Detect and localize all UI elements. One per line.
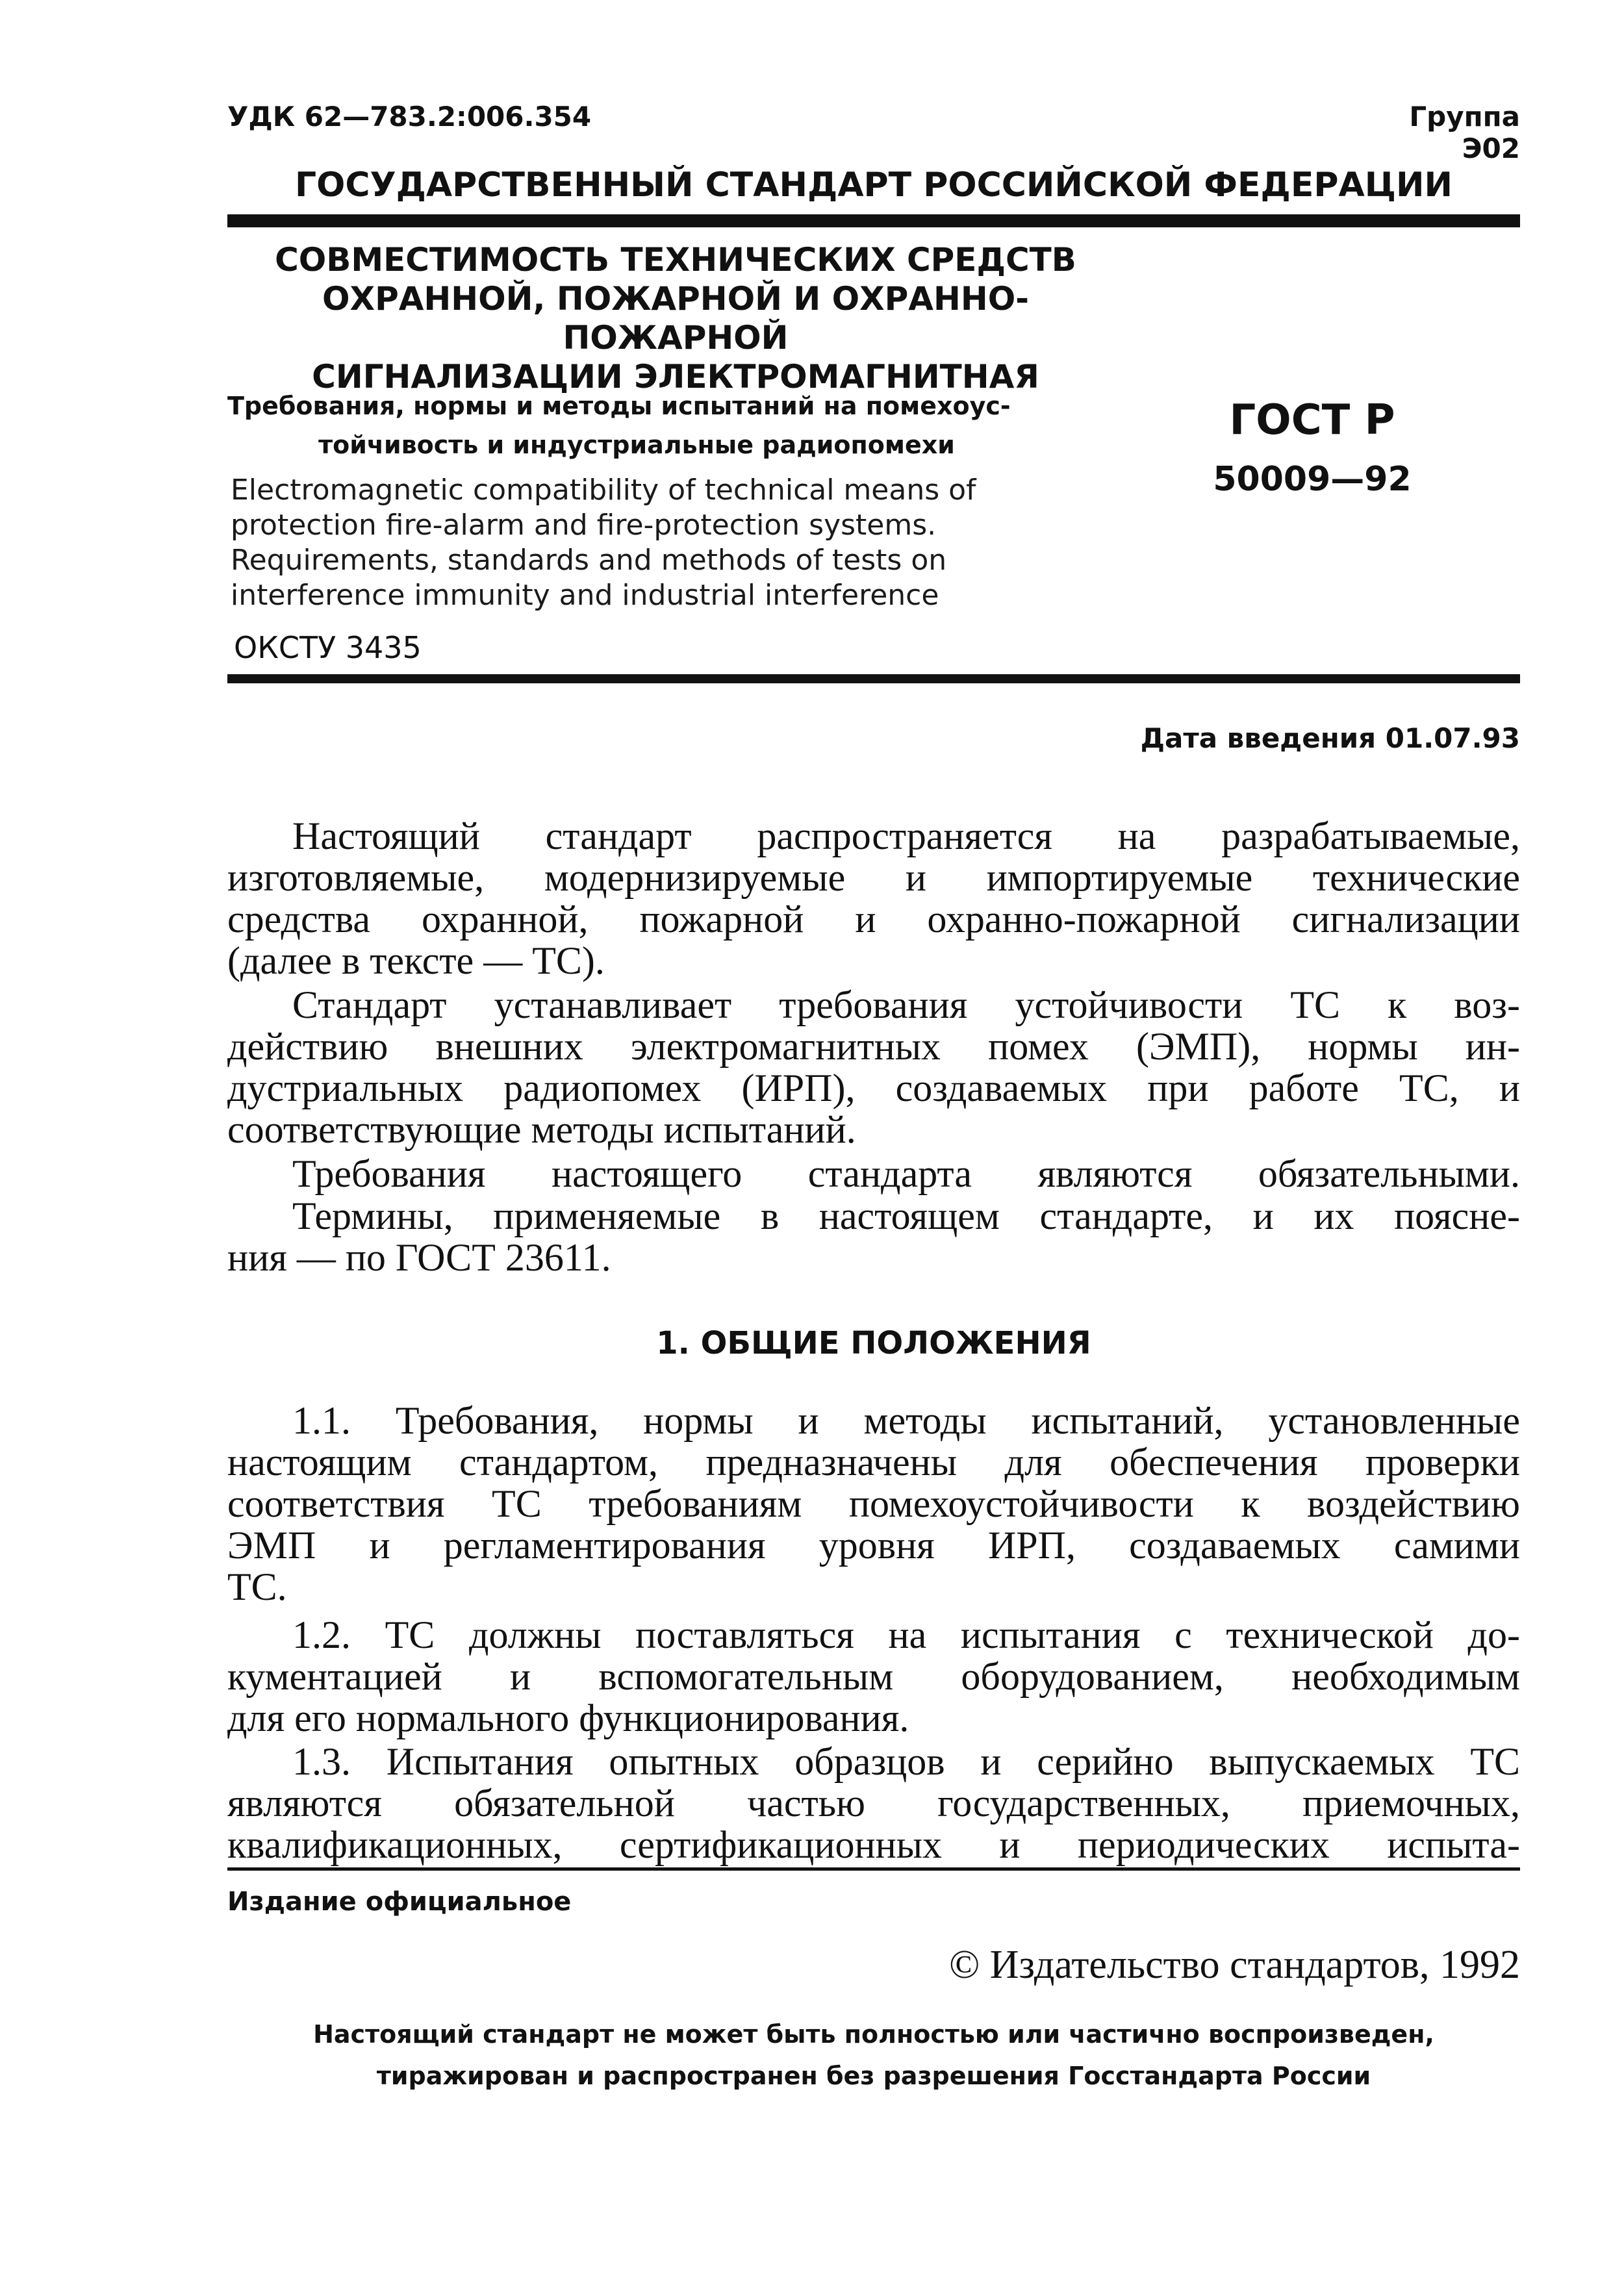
english-title-line: protection fire-alarm and fire-protection systems. [231, 509, 937, 542]
text-line: квалификационных, сертификационных и периодических испыта- [227, 1823, 1520, 1866]
paragraph-1-1 [227, 1400, 1520, 1608]
subtitle-line: Требования, нормы и методы испытаний на помехоус- [227, 392, 1011, 420]
text-line: Стандарт устанавливает требования устойчивости ТС к воз- [292, 983, 1520, 1026]
udk-code: УДК 62—783.2:006.354 [227, 101, 592, 133]
notice-line: тиражирован и распространен без разрешения Госстандарта России [376, 2062, 1371, 2090]
copyright-notice: © Издательство стандартов, 1992 [949, 1943, 1520, 1987]
text-line: соответствия ТС требованиям помехоустойчивости к воздействию [227, 1482, 1520, 1525]
okstu-code: ОКСТУ 3435 [234, 630, 422, 665]
subtitle-line: тойчивость и индустриальные радиопомехи [318, 431, 955, 459]
text-line: ния — по ГОСТ 23611. [227, 1236, 611, 1279]
title-line: ОХРАННОЙ, ПОЖАРНОЙ И ОХРАННО-ПОЖАРНОЙ [322, 280, 1029, 357]
text-line: настоящим стандартом, предназначены для обеспечения проверки [227, 1441, 1520, 1484]
paragraph-mandatory [227, 1153, 1520, 1194]
paragraph-1-2 [227, 1614, 1520, 1739]
title-line: СОВМЕСТИМОСТЬ ТЕХНИЧЕСКИХ СРЕДСТВ [275, 241, 1076, 279]
notice-line: Настоящий стандарт не может быть полностью или частично воспроизведен, [313, 2020, 1434, 2049]
text-line: 1.2. ТС должны поставляться на испытания с технической до- [292, 1613, 1520, 1656]
text-line: дустриальных радиопомех (ИРП), создаваемых при работе ТС, и [227, 1067, 1520, 1109]
text-line: для его нормального функционирования. [227, 1697, 909, 1739]
text-line: являются обязательной частью государственных, приемочных, [227, 1782, 1520, 1825]
footer-rule [227, 1867, 1520, 1871]
text-line: Настоящий стандарт распространяется на разрабатываемые, [292, 815, 1520, 857]
english-title-line: Electromagnetic compatibility of technical means of [231, 474, 976, 507]
text-line: Требования настоящего стандарта являются обязательными. [292, 1152, 1520, 1195]
official-edition: Издание официальное [227, 1887, 572, 1917]
english-title [231, 473, 1127, 613]
text-line: Термины, применяемые в настоящем стандарте, и их поясне- [292, 1194, 1520, 1237]
text-line: средства охранной, пожарной и охранно-пожарной сигнализации [227, 898, 1520, 941]
text-line: (далее в тексте — ТС). [227, 939, 605, 982]
reproduction-notice [227, 2014, 1520, 2097]
text-line: действию внешних электромагнитных помех (ЭМП), нормы ин- [227, 1025, 1520, 1068]
header-rule [227, 214, 1520, 227]
text-line: 1.1. Требования, нормы и методы испытаний, установленные [292, 1399, 1520, 1442]
title-line: СИГНАЛИЗАЦИИ ЭЛЕКТРОМАГНИТНАЯ [312, 358, 1039, 396]
english-title-line: interference immunity and industrial interference [231, 579, 939, 612]
document-title [214, 240, 1137, 396]
intro-date: Дата введения 01.07.93 [1140, 722, 1520, 754]
gost-number: 50009—92 [1213, 460, 1412, 499]
text-line: ЭМП и регламентирования уровня ИРП, создаваемых самими [227, 1524, 1520, 1567]
document-subtitle [227, 386, 1124, 464]
text-line: соответствующие методы испытаний. [227, 1108, 856, 1151]
paragraph-scope [227, 815, 1520, 981]
group-code: Группа Э02 [1409, 101, 1520, 164]
text-line: кументацией и вспомогательным оборудованием, необходимым [227, 1655, 1520, 1698]
section-heading: 1. ОБЩИЕ ПОЛОЖЕНИЯ [656, 1325, 1091, 1361]
text-line: ТС. [227, 1565, 287, 1608]
paragraph-1-3 [227, 1741, 1520, 1865]
org-title: ГОСУДАРСТВЕННЫЙ СТАНДАРТ РОССИЙСКОЙ ФЕДЕРАЦИИ [295, 166, 1453, 205]
paragraph-terms [227, 1195, 1520, 1278]
title-rule [227, 674, 1520, 683]
text-line: 1.3. Испытания опытных образцов и серийно выпускаемых ТС [292, 1740, 1520, 1783]
text-line: изготовляемые, модернизируемые и импортируемые технические [227, 856, 1520, 899]
paragraph-requirements [227, 984, 1520, 1150]
english-title-line: Requirements, standards and methods of tests on [231, 544, 947, 577]
gost-label: ГОСТ Р [1229, 396, 1395, 444]
